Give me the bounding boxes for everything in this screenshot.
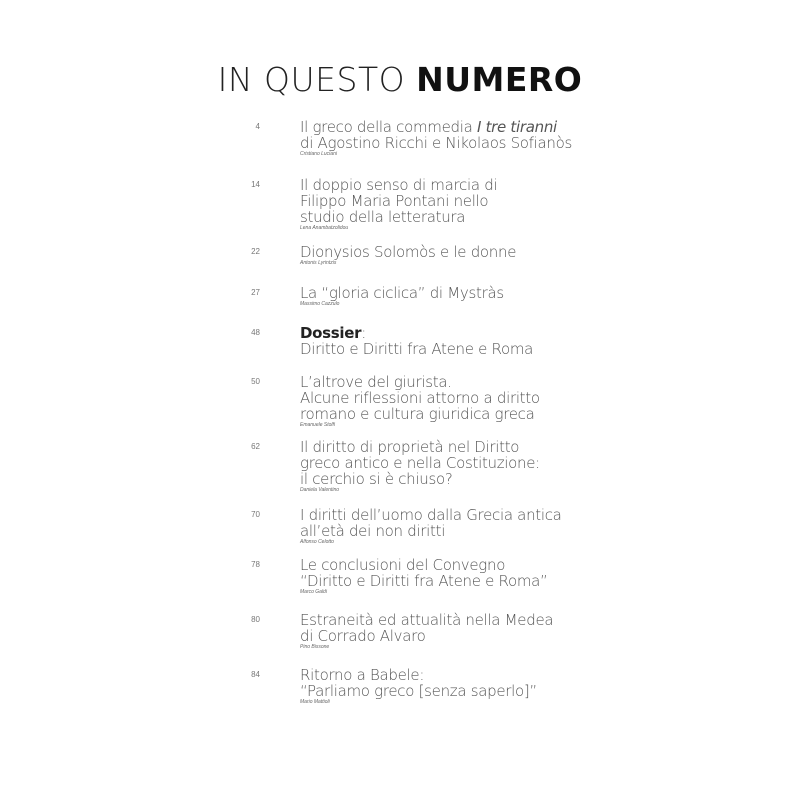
entry-title-line: romano e cultura giuridica greca — [300, 405, 535, 423]
entry-title-line: il cerchio si è chiuso? — [300, 470, 453, 488]
entry-title-line: La “gloria ciclica” di Mystràs — [300, 284, 504, 302]
page-title-bold: NUMERO — [416, 60, 583, 99]
entry-author: Antonis Lyrintzis — [300, 260, 337, 266]
page-number: 27 — [251, 288, 260, 297]
page-number: 78 — [251, 560, 260, 569]
entry-title-line: “Parliamo greco [senza saperlo]” — [300, 682, 537, 700]
entry-author: Marco Galdi — [300, 589, 327, 595]
entry-author: Massimo Cazzulo — [300, 301, 340, 307]
entry-title-line: greco antico e nella Costituzione: — [300, 454, 540, 472]
entry-author: Lena Anambatzolidou — [300, 225, 349, 231]
dossier-colon: : — [361, 324, 366, 342]
entry-title-line: Alcune riflessioni attorno a diritto — [300, 389, 540, 407]
dossier-label: Dossier — [300, 324, 362, 342]
page-number: 48 — [251, 328, 260, 337]
entry-author: Mario Mattioli — [300, 699, 330, 705]
entry-title-line: di Agostino Ricchi e Nikolaos Sofianòs — [300, 134, 573, 152]
entry-title-line: Le conclusioni del Convegno — [300, 556, 506, 574]
entry-title-line: Ritorno a Babele: — [300, 666, 425, 684]
entry-title-line: all’età dei non diritti — [300, 522, 446, 540]
entry-title-line: Il greco della commedia — [300, 118, 477, 136]
entry-title-line: Diritto e Diritti fra Atene e Roma — [300, 340, 534, 358]
page-number: 70 — [251, 510, 260, 519]
entry-title-line: “Diritto e Diritti fra Atene e Roma” — [300, 572, 548, 590]
page-number: 84 — [251, 670, 260, 679]
page-number: 4 — [255, 122, 260, 131]
page-number: 80 — [251, 615, 260, 624]
page-number: 14 — [251, 180, 260, 189]
entry-author: Cristiano Luciani — [300, 151, 337, 157]
page-number: 62 — [251, 442, 260, 451]
entry-author: Pino Bissone — [300, 644, 330, 650]
entry-title-line: L’altrove del giurista. — [300, 373, 452, 391]
entry-title-line: studio della letteratura — [300, 208, 466, 226]
entry-title-line: I diritti dell’uomo dalla Grecia antica — [300, 506, 562, 524]
entry-title-line: Dionysios Solomòs e le donne — [300, 243, 517, 261]
entry-title-line: di Corrado Alvaro — [300, 627, 426, 645]
page-number: 22 — [251, 247, 260, 256]
entry-title-line: Estraneità ed attualità nella Medea — [300, 611, 554, 629]
page-title-light: IN QUESTO — [217, 60, 417, 99]
entry-author: Emanuele Stolfi — [300, 422, 336, 428]
entry-title-line: Filippo Maria Pontani nello — [300, 192, 489, 210]
entry-author: Daniela Valentino — [300, 487, 340, 493]
entry-title-line: Il doppio senso di marcia di — [300, 176, 498, 194]
entry-title-italic: I tre tiranni — [477, 118, 557, 136]
page-title — [0, 60, 800, 99]
entry-author: Alfonso Celotto — [300, 539, 334, 545]
page-number: 50 — [251, 377, 260, 386]
entry-title-line: Il diritto di proprietà nel Diritto — [300, 438, 520, 456]
